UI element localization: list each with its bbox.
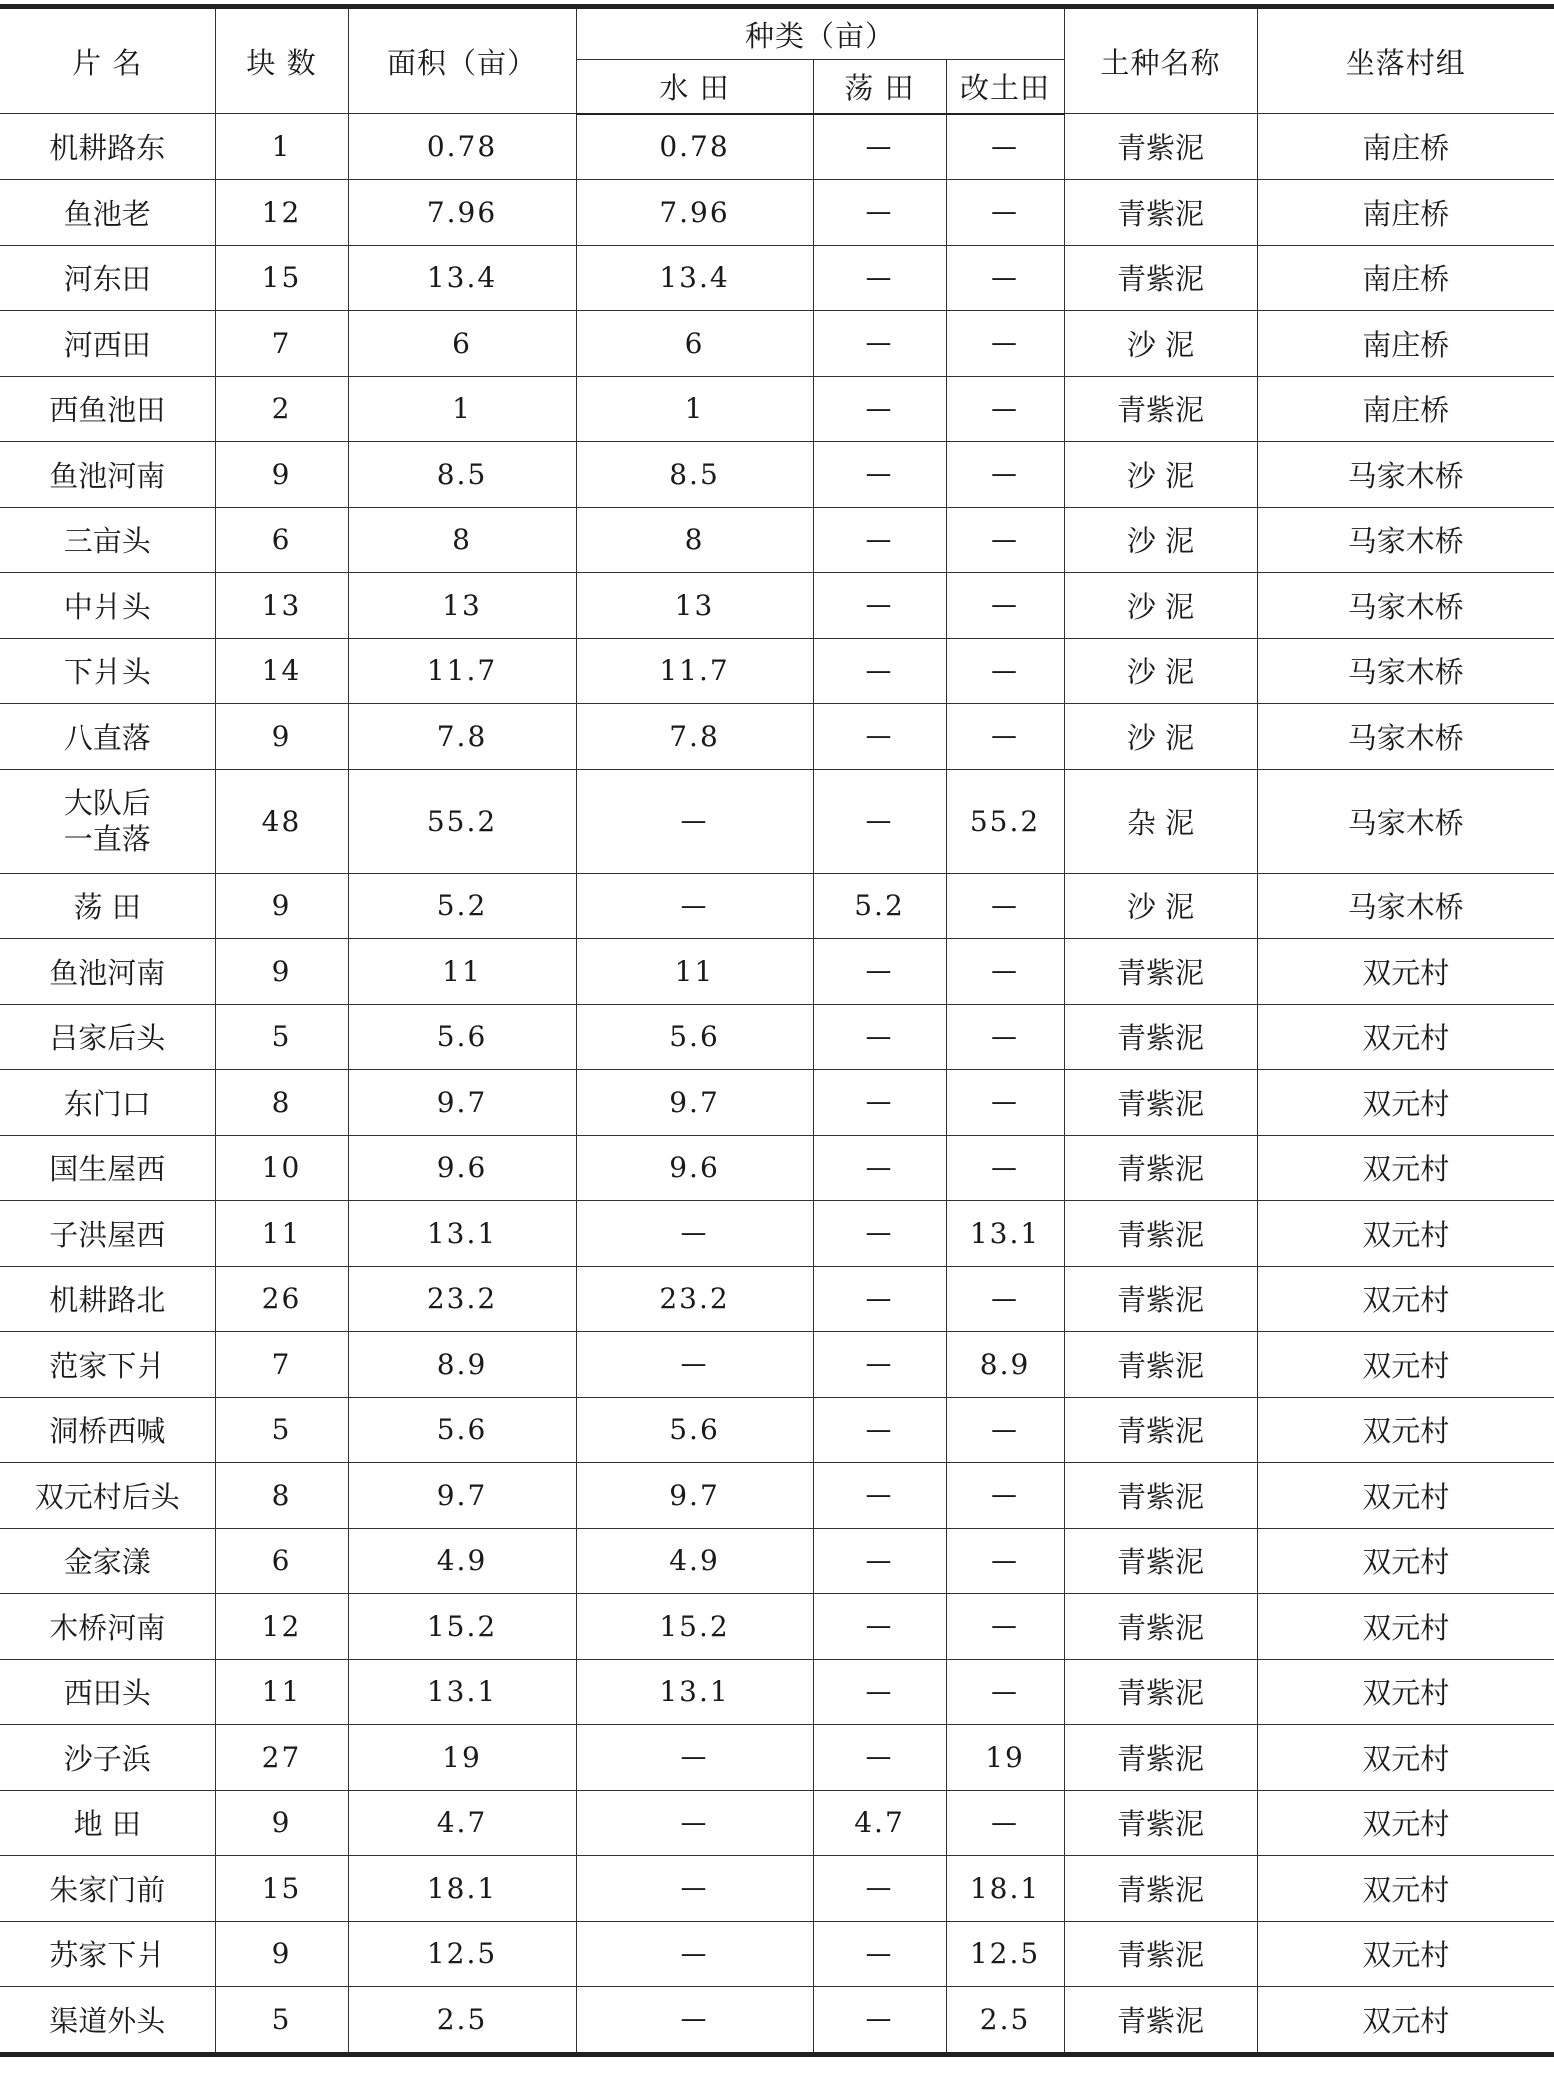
cell-soil: 沙 泥 <box>1064 507 1257 573</box>
cell-village: 南庄桥 <box>1257 114 1554 180</box>
header-reformed: 改土田 <box>946 60 1064 114</box>
cell-blocks: 8 <box>215 1070 348 1136</box>
cell-name: 机耕路东 <box>0 114 215 180</box>
cell-reformed: 18.1 <box>946 1856 1064 1922</box>
cell-paddy: — <box>576 873 813 939</box>
cell-area: 1 <box>348 376 576 442</box>
cell-village: 双元村 <box>1257 1987 1554 2055</box>
cell-blocks: 14 <box>215 638 348 704</box>
cell-soil: 青紫泥 <box>1064 1332 1257 1398</box>
cell-name: 三亩头 <box>0 507 215 573</box>
header-paddy: 水 田 <box>576 60 813 114</box>
cell-paddy: — <box>576 769 813 873</box>
cell-village: 双元村 <box>1257 1004 1554 1070</box>
cell-marsh: — <box>813 1594 946 1660</box>
cell-marsh: — <box>813 311 946 377</box>
table-row <box>0 1856 1554 1922</box>
cell-paddy: 5.6 <box>576 1397 813 1463</box>
cell-marsh: — <box>813 180 946 246</box>
cell-soil: 沙 泥 <box>1064 311 1257 377</box>
cell-marsh: — <box>813 1463 946 1529</box>
cell-marsh: — <box>813 1332 946 1398</box>
cell-name: 鱼池老 <box>0 180 215 246</box>
cell-name: 西鱼池田 <box>0 376 215 442</box>
table-row <box>0 1070 1554 1136</box>
cell-marsh: — <box>813 1659 946 1725</box>
cell-paddy: 13.1 <box>576 1659 813 1725</box>
cell-blocks: 26 <box>215 1266 348 1332</box>
cell-name: 西田头 <box>0 1659 215 1725</box>
cell-soil: 青紫泥 <box>1064 376 1257 442</box>
cell-paddy: 11 <box>576 939 813 1005</box>
cell-paddy: — <box>576 1987 813 2055</box>
cell-blocks: 6 <box>215 1528 348 1594</box>
table-row <box>0 180 1554 246</box>
header-types: 种类（亩） <box>576 7 1064 60</box>
table-row <box>0 1659 1554 1725</box>
cell-area: 4.9 <box>348 1528 576 1594</box>
cell-name: 东门口 <box>0 1070 215 1136</box>
cell-blocks: 11 <box>215 1659 348 1725</box>
cell-reformed: — <box>946 311 1064 377</box>
cell-name: 机耕路北 <box>0 1266 215 1332</box>
table-row <box>0 1725 1554 1791</box>
cell-soil: 青紫泥 <box>1064 1921 1257 1987</box>
cell-name: 苏家下爿 <box>0 1921 215 1987</box>
cell-soil: 青紫泥 <box>1064 1594 1257 1660</box>
cell-village: 马家木桥 <box>1257 638 1554 704</box>
cell-reformed: — <box>946 873 1064 939</box>
table-body <box>0 114 1554 2055</box>
header-village: 坐落村组 <box>1257 7 1554 114</box>
cell-area: 13 <box>348 573 576 639</box>
table-row <box>0 1463 1554 1529</box>
cell-name: 沙子浜 <box>0 1725 215 1791</box>
table-row <box>0 873 1554 939</box>
cell-area: 5.6 <box>348 1397 576 1463</box>
cell-village: 马家木桥 <box>1257 507 1554 573</box>
cell-paddy: 9.7 <box>576 1070 813 1136</box>
cell-village: 双元村 <box>1257 1790 1554 1856</box>
cell-soil: 青紫泥 <box>1064 1004 1257 1070</box>
cell-paddy: 8.5 <box>576 442 813 508</box>
cell-blocks: 11 <box>215 1201 348 1267</box>
cell-area: 5.2 <box>348 873 576 939</box>
cell-paddy: 5.6 <box>576 1004 813 1070</box>
cell-village: 马家木桥 <box>1257 873 1554 939</box>
cell-reformed: — <box>946 376 1064 442</box>
cell-marsh: — <box>813 1135 946 1201</box>
cell-paddy: 0.78 <box>576 114 813 180</box>
cell-paddy: 6 <box>576 311 813 377</box>
table-row <box>0 311 1554 377</box>
cell-marsh: — <box>813 1987 946 2055</box>
cell-name: 木桥河南 <box>0 1594 215 1660</box>
cell-reformed: 2.5 <box>946 1987 1064 2055</box>
table-row <box>0 1266 1554 1332</box>
cell-village: 双元村 <box>1257 1266 1554 1332</box>
table-row <box>0 1201 1554 1267</box>
cell-name: 河东田 <box>0 245 215 311</box>
cell-reformed: — <box>946 1790 1064 1856</box>
cell-name: 金家漾 <box>0 1528 215 1594</box>
cell-blocks: 27 <box>215 1725 348 1791</box>
cell-paddy: 11.7 <box>576 638 813 704</box>
cell-name: 中爿头 <box>0 573 215 639</box>
cell-name: 河西田 <box>0 311 215 377</box>
cell-paddy: 23.2 <box>576 1266 813 1332</box>
cell-paddy: 9.7 <box>576 1463 813 1529</box>
cell-name: 国生屋西 <box>0 1135 215 1201</box>
cell-area: 7.96 <box>348 180 576 246</box>
table-row <box>0 442 1554 508</box>
cell-village: 南庄桥 <box>1257 245 1554 311</box>
cell-blocks: 13 <box>215 573 348 639</box>
cell-marsh: — <box>813 1070 946 1136</box>
cell-marsh: — <box>813 1201 946 1267</box>
cell-reformed: 12.5 <box>946 1921 1064 1987</box>
cell-blocks: 9 <box>215 704 348 770</box>
cell-soil: 青紫泥 <box>1064 1463 1257 1529</box>
cell-soil: 青紫泥 <box>1064 1528 1257 1594</box>
cell-soil: 青紫泥 <box>1064 1987 1257 2055</box>
cell-soil: 青紫泥 <box>1064 1856 1257 1922</box>
cell-soil: 青紫泥 <box>1064 114 1257 180</box>
cell-village: 双元村 <box>1257 1135 1554 1201</box>
cell-soil: 青紫泥 <box>1064 1135 1257 1201</box>
cell-marsh: — <box>813 1266 946 1332</box>
cell-soil: 沙 泥 <box>1064 442 1257 508</box>
cell-reformed: — <box>946 1659 1064 1725</box>
cell-paddy: — <box>576 1201 813 1267</box>
cell-soil: 沙 泥 <box>1064 573 1257 639</box>
cell-blocks: 10 <box>215 1135 348 1201</box>
cell-marsh: — <box>813 573 946 639</box>
cell-marsh: — <box>813 1004 946 1070</box>
cell-soil: 青紫泥 <box>1064 1725 1257 1791</box>
cell-area: 6 <box>348 311 576 377</box>
cell-name: 荡 田 <box>0 873 215 939</box>
cell-reformed: — <box>946 1135 1064 1201</box>
header-soil: 土种名称 <box>1064 7 1257 114</box>
table-row <box>0 1528 1554 1594</box>
cell-reformed: — <box>946 1528 1064 1594</box>
cell-name: 渠道外头 <box>0 1987 215 2055</box>
cell-area: 5.6 <box>348 1004 576 1070</box>
table-row <box>0 769 1554 873</box>
cell-village: 双元村 <box>1257 1659 1554 1725</box>
cell-reformed: — <box>946 1397 1064 1463</box>
header-name: 片 名 <box>0 7 215 114</box>
cell-reformed: — <box>946 1463 1064 1529</box>
cell-soil: 青紫泥 <box>1064 1790 1257 1856</box>
cell-marsh: — <box>813 442 946 508</box>
cell-name: 洞桥西喊 <box>0 1397 215 1463</box>
cell-blocks: 9 <box>215 939 348 1005</box>
cell-name: 吕家后头 <box>0 1004 215 1070</box>
cell-soil: 青紫泥 <box>1064 180 1257 246</box>
cell-area: 11.7 <box>348 638 576 704</box>
cell-blocks: 8 <box>215 1463 348 1529</box>
cell-area: 13.4 <box>348 245 576 311</box>
table-row <box>0 376 1554 442</box>
table-row <box>0 114 1554 180</box>
cell-village: 双元村 <box>1257 1725 1554 1791</box>
cell-marsh: — <box>813 1528 946 1594</box>
cell-reformed: — <box>946 442 1064 508</box>
cell-name: 双元村后头 <box>0 1463 215 1529</box>
cell-area: 9.7 <box>348 1070 576 1136</box>
cell-paddy: 7.8 <box>576 704 813 770</box>
cell-blocks: 7 <box>215 1332 348 1398</box>
cell-soil: 杂 泥 <box>1064 769 1257 873</box>
cell-blocks: 6 <box>215 507 348 573</box>
cell-area: 2.5 <box>348 1987 576 2055</box>
cell-name: 鱼池河南 <box>0 939 215 1005</box>
cell-reformed: — <box>946 1594 1064 1660</box>
cell-reformed: 55.2 <box>946 769 1064 873</box>
cell-soil: 青紫泥 <box>1064 1397 1257 1463</box>
cell-soil: 青紫泥 <box>1064 1659 1257 1725</box>
cell-area: 55.2 <box>348 769 576 873</box>
cell-soil: 青紫泥 <box>1064 1201 1257 1267</box>
cell-soil: 青紫泥 <box>1064 245 1257 311</box>
cell-reformed: — <box>946 939 1064 1005</box>
cell-village: 双元村 <box>1257 1921 1554 1987</box>
cell-area: 8 <box>348 507 576 573</box>
cell-paddy: 1 <box>576 376 813 442</box>
cell-reformed: — <box>946 573 1064 639</box>
cell-reformed: — <box>946 638 1064 704</box>
cell-village: 双元村 <box>1257 1463 1554 1529</box>
cell-village: 马家木桥 <box>1257 573 1554 639</box>
cell-paddy: — <box>576 1725 813 1791</box>
cell-marsh: — <box>813 638 946 704</box>
cell-blocks: 2 <box>215 376 348 442</box>
cell-blocks: 7 <box>215 311 348 377</box>
cell-village: 双元村 <box>1257 1856 1554 1922</box>
cell-soil: 沙 泥 <box>1064 704 1257 770</box>
cell-marsh: — <box>813 507 946 573</box>
cell-paddy: 7.96 <box>576 180 813 246</box>
cell-marsh: — <box>813 704 946 770</box>
cell-marsh: — <box>813 376 946 442</box>
cell-area: 19 <box>348 1725 576 1791</box>
cell-name: 范家下爿 <box>0 1332 215 1398</box>
table-row <box>0 1004 1554 1070</box>
cell-village: 南庄桥 <box>1257 311 1554 377</box>
table-row <box>0 245 1554 311</box>
table-row <box>0 1332 1554 1398</box>
cell-reformed: — <box>946 180 1064 246</box>
cell-area: 7.8 <box>348 704 576 770</box>
cell-blocks: 9 <box>215 1921 348 1987</box>
header-blocks: 块 数 <box>215 7 348 114</box>
cell-area: 8.9 <box>348 1332 576 1398</box>
cell-reformed: — <box>946 704 1064 770</box>
cell-paddy: 15.2 <box>576 1594 813 1660</box>
table-row <box>0 1397 1554 1463</box>
cell-village: 马家木桥 <box>1257 704 1554 770</box>
cell-village: 双元村 <box>1257 939 1554 1005</box>
cell-area: 4.7 <box>348 1790 576 1856</box>
cell-blocks: 9 <box>215 873 348 939</box>
cell-village: 马家木桥 <box>1257 769 1554 873</box>
cell-reformed: — <box>946 1004 1064 1070</box>
cell-area: 23.2 <box>348 1266 576 1332</box>
cell-area: 18.1 <box>348 1856 576 1922</box>
cell-area: 15.2 <box>348 1594 576 1660</box>
cell-marsh: — <box>813 1921 946 1987</box>
cell-marsh: — <box>813 939 946 1005</box>
table-row <box>0 1790 1554 1856</box>
cell-marsh: — <box>813 1725 946 1791</box>
table-row <box>0 638 1554 704</box>
table-row <box>0 1135 1554 1201</box>
cell-blocks: 15 <box>215 1856 348 1922</box>
cell-reformed: 19 <box>946 1725 1064 1791</box>
cell-name: 子洪屋西 <box>0 1201 215 1267</box>
cell-blocks: 5 <box>215 1397 348 1463</box>
cell-village: 双元村 <box>1257 1070 1554 1136</box>
cell-area: 9.6 <box>348 1135 576 1201</box>
cell-reformed: — <box>946 507 1064 573</box>
cell-blocks: 9 <box>215 442 348 508</box>
cell-area: 9.7 <box>348 1463 576 1529</box>
cell-paddy: 9.6 <box>576 1135 813 1201</box>
cell-blocks: 5 <box>215 1987 348 2055</box>
cell-village: 南庄桥 <box>1257 180 1554 246</box>
cell-reformed: — <box>946 1266 1064 1332</box>
cell-paddy: 4.9 <box>576 1528 813 1594</box>
table-row <box>0 704 1554 770</box>
cell-blocks: 5 <box>215 1004 348 1070</box>
cell-name: 鱼池河南 <box>0 442 215 508</box>
cell-reformed: — <box>946 114 1064 180</box>
cell-paddy: 13.4 <box>576 245 813 311</box>
cell-village: 双元村 <box>1257 1397 1554 1463</box>
table-row <box>0 1594 1554 1660</box>
cell-area: 11 <box>348 939 576 1005</box>
table-row <box>0 1921 1554 1987</box>
cell-blocks: 1 <box>215 114 348 180</box>
cell-reformed: 8.9 <box>946 1332 1064 1398</box>
cell-blocks: 48 <box>215 769 348 873</box>
cell-soil: 青紫泥 <box>1064 1070 1257 1136</box>
cell-area: 13.1 <box>348 1201 576 1267</box>
cell-area: 13.1 <box>348 1659 576 1725</box>
cell-blocks: 15 <box>215 245 348 311</box>
cell-area: 12.5 <box>348 1921 576 1987</box>
cell-soil: 沙 泥 <box>1064 873 1257 939</box>
cell-reformed: — <box>946 245 1064 311</box>
cell-marsh: — <box>813 1397 946 1463</box>
cell-village: 马家木桥 <box>1257 442 1554 508</box>
table-row <box>0 507 1554 573</box>
cell-marsh: — <box>813 114 946 180</box>
cell-name: 地 田 <box>0 1790 215 1856</box>
cell-paddy: 13 <box>576 573 813 639</box>
cell-paddy: — <box>576 1790 813 1856</box>
cell-name: 大队后 一直落 <box>0 769 215 873</box>
cell-soil: 青紫泥 <box>1064 1266 1257 1332</box>
cell-blocks: 9 <box>215 1790 348 1856</box>
cell-marsh: 5.2 <box>813 873 946 939</box>
cell-area: 8.5 <box>348 442 576 508</box>
cell-blocks: 12 <box>215 1594 348 1660</box>
cell-marsh: 4.7 <box>813 1790 946 1856</box>
header-marsh: 荡 田 <box>813 60 946 114</box>
table-row <box>0 1987 1554 2055</box>
cell-paddy: — <box>576 1921 813 1987</box>
land-parcel-table <box>0 4 1554 2057</box>
cell-name: 下爿头 <box>0 638 215 704</box>
cell-soil: 沙 泥 <box>1064 638 1257 704</box>
header-area: 面积（亩） <box>348 7 576 114</box>
cell-name: 八直落 <box>0 704 215 770</box>
cell-soil: 青紫泥 <box>1064 939 1257 1005</box>
table-row <box>0 939 1554 1005</box>
cell-reformed: 13.1 <box>946 1201 1064 1267</box>
cell-name: 朱家门前 <box>0 1856 215 1922</box>
cell-marsh: — <box>813 1856 946 1922</box>
cell-area: 0.78 <box>348 114 576 180</box>
cell-village: 双元村 <box>1257 1594 1554 1660</box>
cell-village: 双元村 <box>1257 1201 1554 1267</box>
cell-marsh: — <box>813 245 946 311</box>
cell-blocks: 12 <box>215 180 348 246</box>
cell-reformed: — <box>946 1070 1064 1136</box>
cell-marsh: — <box>813 769 946 873</box>
table-row <box>0 573 1554 639</box>
cell-village: 南庄桥 <box>1257 376 1554 442</box>
cell-village: 双元村 <box>1257 1332 1554 1398</box>
cell-village: 双元村 <box>1257 1528 1554 1594</box>
cell-paddy: 8 <box>576 507 813 573</box>
cell-paddy: — <box>576 1856 813 1922</box>
cell-paddy: — <box>576 1332 813 1398</box>
